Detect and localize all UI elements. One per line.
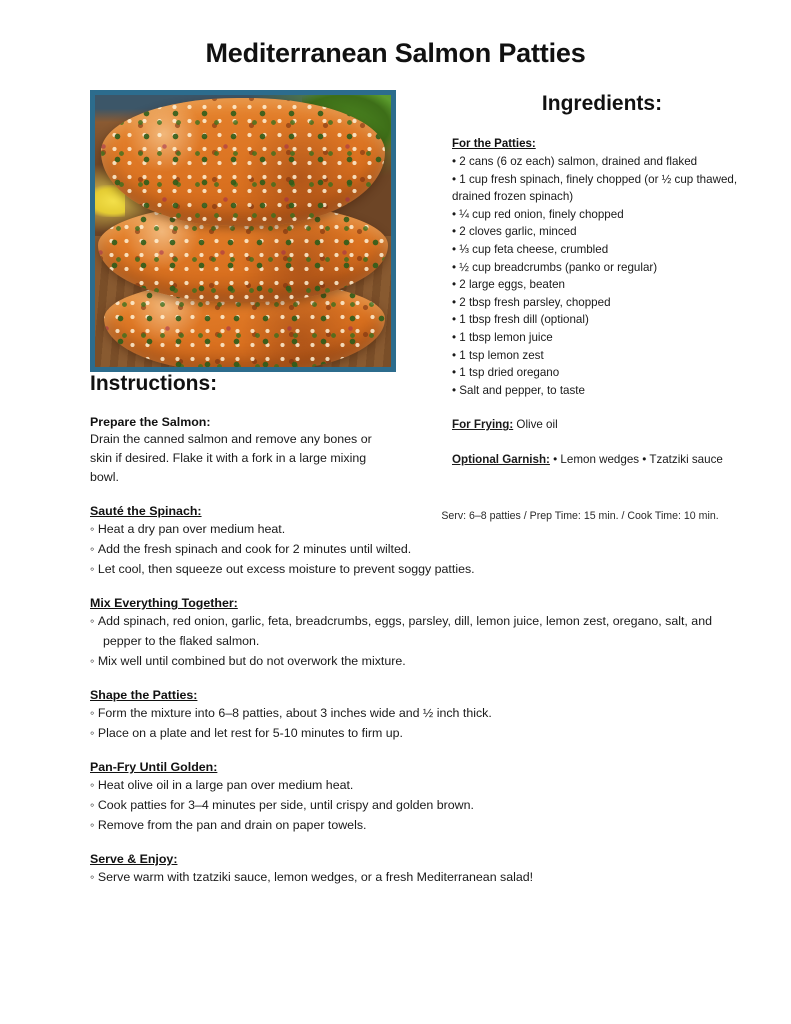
optional-garnish-label: Optional Garnish: — [452, 452, 550, 466]
ingredient-item: • Salt and pepper, to taste — [452, 382, 752, 400]
ingredient-item: • 1 cup fresh spinach, finely chopped (or ½ cup thawed, drained frozen spinach) — [452, 171, 752, 206]
patty-top — [101, 98, 385, 226]
ingredients-section — [452, 92, 752, 469]
step-bullet: ◦ Serve warm with tzatziki sauce, lemon wedges, or a fresh Mediterranean salad! — [90, 867, 715, 887]
for-frying-value: Olive oil — [516, 418, 558, 432]
page-title: Mediterranean Salmon Patties — [205, 38, 586, 68]
step-bullet: ◦ Add spinach, red onion, garlic, feta, breadcrumbs, eggs, parsley, dill, lemon juice, lemon zest, oregano, salt, and pepper to the flaked salmon. — [90, 611, 715, 651]
ingredients-list — [452, 153, 752, 399]
instruction-step — [90, 504, 715, 579]
instruction-step — [90, 415, 715, 487]
optional-garnish-value: • Lemon wedges • Tzatziki sauce — [553, 452, 723, 466]
ingredient-item: • 1 tbsp fresh dill (optional) — [452, 311, 752, 329]
ingredient-item: • 1 tsp dried oregano — [452, 364, 752, 382]
step-bullet-list — [90, 703, 715, 743]
serving-info: Serv: 6–8 patties / Prep Time: 15 min. / Cook Time: 10 min. — [441, 510, 719, 522]
ingredient-item: • ½ cup breadcrumbs (panko or regular) — [452, 259, 752, 277]
step-bullet-list — [90, 775, 715, 835]
ingredient-item: • 1 tsp lemon zest — [452, 347, 752, 365]
step-bullet: ◦ Place on a plate and let rest for 5-10 minutes to firm up. — [90, 723, 715, 743]
instruction-step — [90, 596, 715, 671]
step-bullet-list — [90, 611, 715, 671]
salmon-patties-photo — [90, 90, 396, 372]
instruction-step — [90, 688, 715, 743]
step-title: Pan-Fry Until Golden: — [90, 760, 218, 774]
patty-texture — [101, 98, 385, 226]
step-bullet: ◦ Add the fresh spinach and cook for 2 minutes until wilted. — [90, 539, 715, 559]
step-title: Serve & Enjoy: — [90, 852, 178, 866]
ingredient-item: • 1 tbsp lemon juice — [452, 329, 752, 347]
photo-canvas — [95, 95, 391, 367]
ingredient-item: • ¼ cup red onion, finely chopped — [452, 206, 752, 224]
step-paragraph: Drain the canned salmon and remove any bones or skin if desired. Flake it with a fork in a large mixing bowl. — [90, 432, 372, 484]
ingredient-item: • 2 cans (6 oz each) salmon, drained and flaked — [452, 153, 752, 171]
instruction-step — [90, 852, 715, 887]
ingredient-item: • 2 large eggs, beaten — [452, 276, 752, 294]
step-title: Prepare the Salmon: — [90, 415, 211, 429]
step-title: Mix Everything Together: — [90, 596, 238, 610]
step-bullet-list — [90, 867, 715, 887]
for-the-patties-label: For the Patties: — [452, 138, 536, 150]
ingredient-item: • 2 cloves garlic, minced — [452, 223, 752, 241]
for-frying-label: For Frying: — [452, 418, 514, 432]
step-bullet: ◦ Heat olive oil in a large pan over medium heat. — [90, 775, 715, 795]
instructions-heading: Instructions: — [90, 372, 218, 395]
step-bullet: ◦ Cook patties for 3–4 minutes per side, until crispy and golden brown. — [90, 795, 715, 815]
ingredient-item: • ⅓ cup feta cheese, crumbled — [452, 241, 752, 259]
instruction-step — [90, 760, 715, 835]
step-bullet: ◦ Let cool, then squeeze out excess moisture to prevent soggy patties. — [90, 559, 715, 579]
step-bullet: ◦ Mix well until combined but do not overwork the mixture. — [90, 651, 715, 671]
step-bullet: ◦ Remove from the pan and drain on paper towels. — [90, 815, 715, 835]
step-bullet: ◦ Heat a dry pan over medium heat. — [90, 519, 715, 539]
step-bullet-list — [90, 519, 715, 579]
step-title: Sauté the Spinach: — [90, 504, 202, 518]
ingredients-heading: Ingredients: — [541, 92, 663, 115]
instructions-list — [90, 415, 715, 887]
step-bullet: ◦ Form the mixture into 6–8 patties, about 3 inches wide and ½ inch thick. — [90, 703, 715, 723]
step-title: Shape the Patties: — [90, 688, 198, 702]
ingredient-item: • 2 tbsp fresh parsley, chopped — [452, 294, 752, 312]
